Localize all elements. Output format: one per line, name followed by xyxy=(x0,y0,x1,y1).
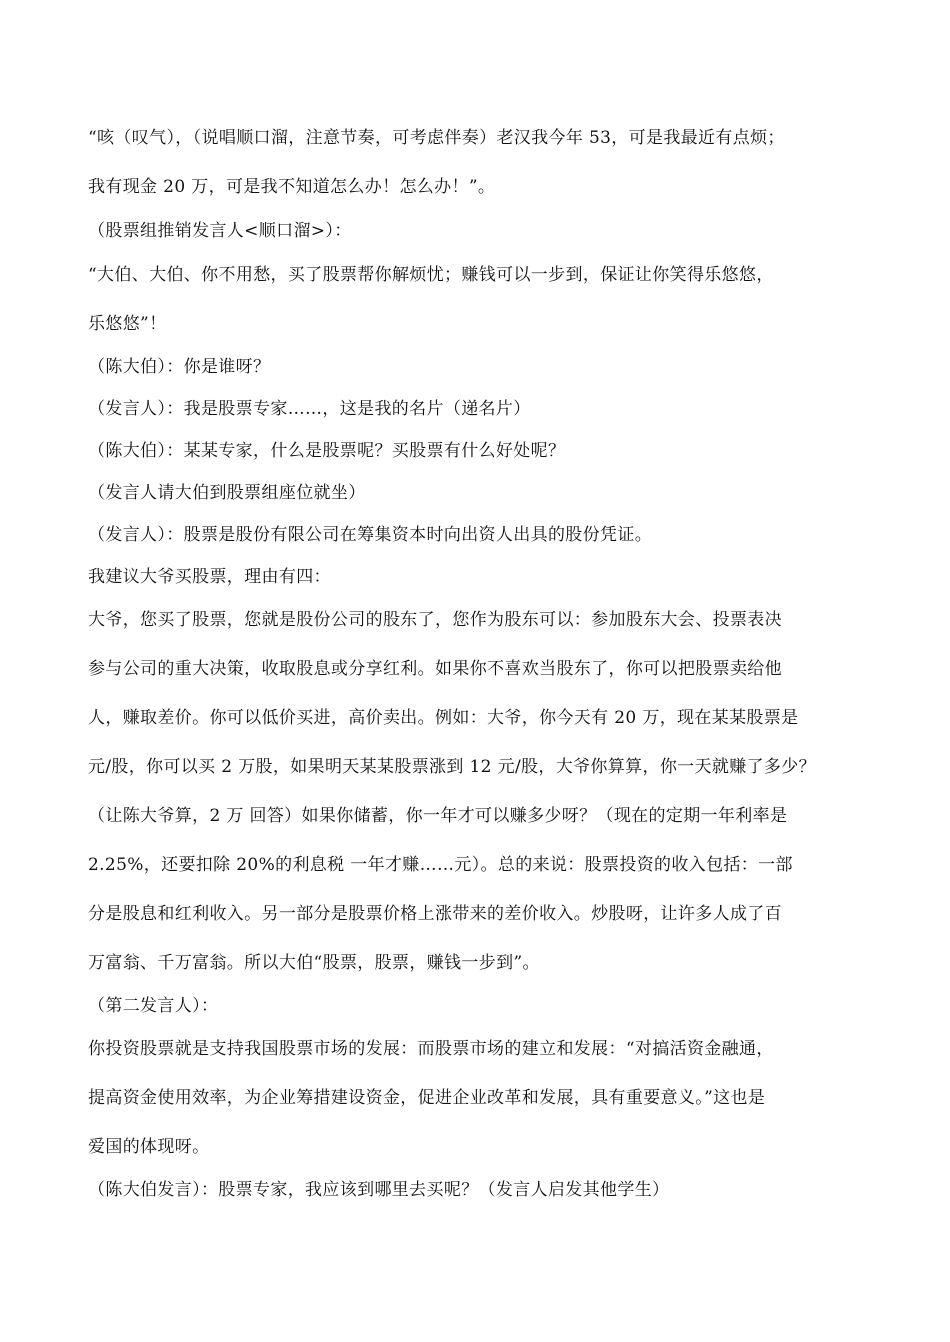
paragraph-line: （让陈大爷算，2 万 回答）如果你储蓄，你一年才可以赚多少呀？（现在的定期一年利率是 xyxy=(88,806,788,826)
stage-direction: （发言人请大伯到股票组座位就坐） xyxy=(88,483,366,503)
dialogue-line: （发言人）：股票是股份有限公司在筹集资本时向出资人出具的股份凭证。 xyxy=(88,525,653,545)
paragraph-line: 爱国的体现呀。 xyxy=(88,1137,210,1157)
paragraph-line: 参与公司的重大决策，收取股息或分享红利。如果你不喜欢当股东了，你可以把股票卖给他 xyxy=(88,659,782,679)
paragraph-line: 分是股息和红利收入。另一部分是股票价格上涨带来的差价收入。炒股呀，让许多人成了百 xyxy=(88,904,782,924)
paragraph-line: 我建议大爷买股票，理由有四： xyxy=(88,567,331,587)
paragraph-line: 万富翁、千万富翁。所以大伯“股票，股票，赚钱一步到”。 xyxy=(88,953,540,973)
paragraph-line: 元/股，你可以买 2 万股，如果明天某某股票涨到 12 元/股，大爷你算算，你一天就赚了多少？ xyxy=(88,757,816,777)
dialogue-line: “大伯、大伯、你不用愁，买了股票帮你解烦忧；赚钱可以一步到，保证让你笑得乐悠悠， xyxy=(88,265,774,285)
dialogue-line: 我有现金 20 万，可是我不知道怎么办！怎么办！”。 xyxy=(88,177,496,197)
dialogue-line: （发言人）：我是股票专家……，这是我的名片（递名片） xyxy=(88,399,531,419)
dialogue-line: （陈大伯发言）：股票专家，我应该到哪里去买呢？（发言人启发其他学生） xyxy=(88,1180,670,1200)
dialogue-line: 乐悠悠”！ xyxy=(88,314,167,334)
speaker-line: （股票组推销发言人<顺口溜>）： xyxy=(88,221,352,241)
paragraph-line: 2.25%，还要扣除 20%的利息税 一年才赚……元）。总的来说：股票投资的收入包括：一部 xyxy=(88,855,793,875)
paragraph-line: 大爷，您买了股票，您就是股份公司的股东了，您作为股东可以：参加股东大会、投票表决 xyxy=(88,610,782,630)
paragraph-line: 你投资股票就是支持我国股票市场的发展：而股票市场的建立和发展：“对搞活资金融通， xyxy=(88,1039,774,1059)
paragraph-line: 提高资金使用效率，为企业筹措建设资金，促进企业改革和发展，具有重要意义。”这也是 xyxy=(88,1088,766,1108)
dialogue-line: （陈大伯）：你是谁呀？ xyxy=(88,357,271,377)
dialogue-line: “咳（叹气），（说唱顺口溜，注意节奏，可考虑伴奏）老汉我今年 53，可是我最近有点烦； xyxy=(88,128,785,148)
dialogue-line: （陈大伯）：某某专家，什么是股票呢？买股票有什么好处呢？ xyxy=(88,441,566,461)
speaker-line: （第二发言人）： xyxy=(88,996,219,1016)
paragraph-line: 人，赚取差价。你可以低价买进，高价卖出。例如：大爷，你今天有 20 万，现在某某股票是 xyxy=(88,708,799,728)
